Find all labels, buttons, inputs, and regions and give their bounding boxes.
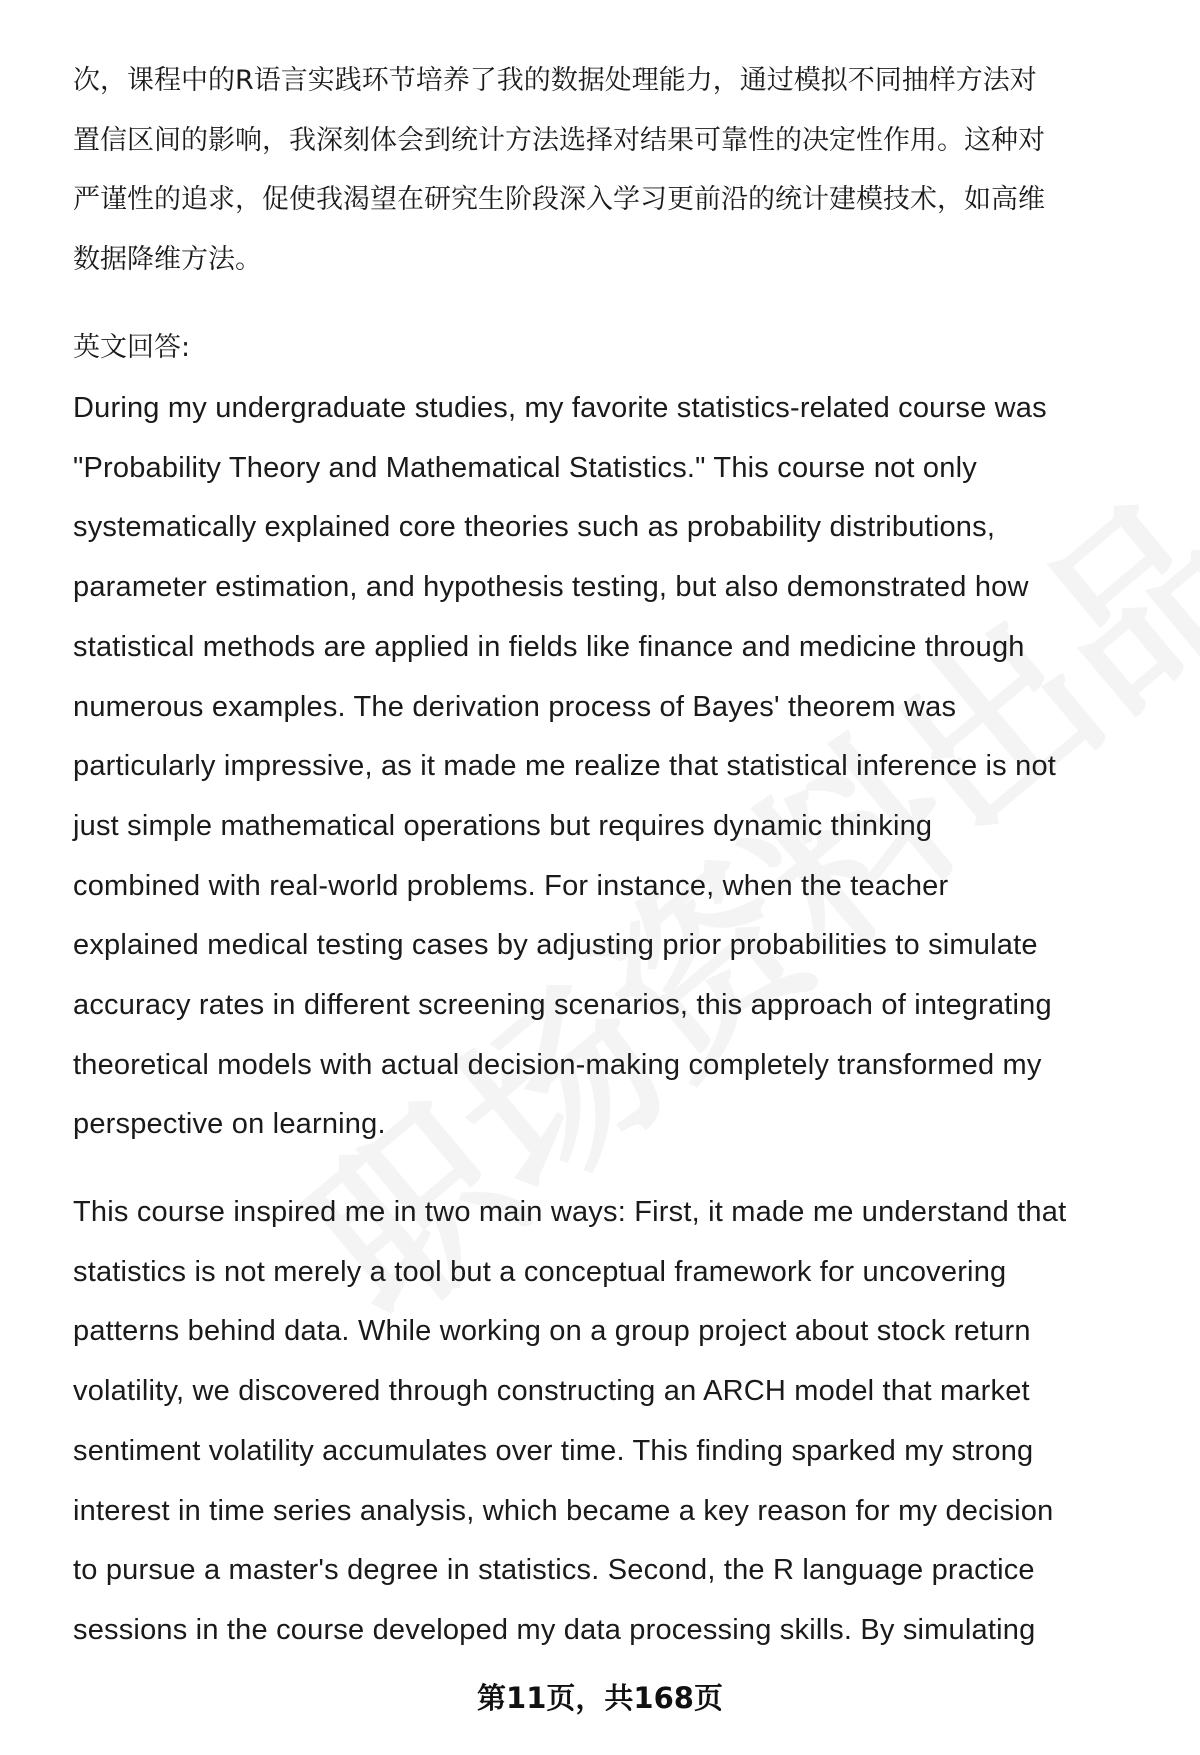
chinese-text-line: 严谨性的追求，促使我渴望在研究生阶段深入学习更前沿的统计建模技术，如高维 <box>73 184 1045 216</box>
chinese-text-line: 次，课程中的R语言实践环节培养了我的数据处理能力，通过模拟不同抽样方法对 <box>73 65 1037 96</box>
paragraph-line: volatility, we discovered through constructing an ARCH model that market <box>73 1375 1030 1408</box>
chinese-text-line: 数据降维方法。 <box>73 244 262 276</box>
paragraph-line: parameter estimation, and hypothesis testing, but also demonstrated how <box>73 571 1029 604</box>
paragraph-line: perspective on learning. <box>73 1108 386 1141</box>
english-answer-heading: 英文回答: <box>73 332 191 363</box>
paragraph-line: interest in time series analysis, which became a key reason for my decision <box>73 1494 1054 1527</box>
paragraph-line: theoretical models with actual decision-making completely transformed my <box>73 1048 1042 1081</box>
paragraph-line: just simple mathematical operations but requires dynamic thinking <box>73 809 933 842</box>
paragraph-line: sessions in the course developed my data processing skills. By simulating <box>73 1613 1036 1646</box>
paragraph-line: combined with real-world problems. For instance, when the teacher <box>73 869 949 902</box>
paragraph-line: accuracy rates in different screening scenarios, this approach of integrating <box>73 989 1052 1021</box>
paragraph-line: systematically explained core theories such as probability distributions, <box>73 511 996 544</box>
paragraph-line: During my undergraduate studies, my favorite statistics-related course was <box>73 392 1047 424</box>
chinese-text-line: 置信区间的影响，我深刻体会到统计方法选择对结果可靠性的决定性作用。这种对 <box>73 124 1045 156</box>
paragraph-line: "Probability Theory and Mathematical Statistics." This course not only <box>73 451 977 484</box>
paragraph-line: This course inspired me in two main ways: First, it made me understand that <box>73 1196 1067 1228</box>
page-number: 第11页，共168页 <box>477 1681 723 1715</box>
paragraph-line: statistical methods are applied in fields like finance and medicine through <box>73 630 1025 663</box>
paragraph-line: particularly impressive, as it made me realize that statistical inference is not <box>73 750 1057 783</box>
paragraph-line: explained medical testing cases by adjusting prior probabilities to simulate <box>73 929 1038 962</box>
paragraph-line: patterns behind data. While working on a group project about stock return <box>73 1315 1031 1348</box>
paragraph-line: numerous examples. The derivation process of Bayes' theorem was <box>73 690 957 723</box>
paragraph-line: sentiment volatility accumulates over time. This finding sparked my strong <box>73 1434 1034 1467</box>
paragraph-line: to pursue a master's degree in statistics. Second, the R language practice <box>73 1554 1035 1587</box>
paragraph-line: statistics is not merely a tool but a conceptual framework for uncovering <box>73 1255 1007 1288</box>
